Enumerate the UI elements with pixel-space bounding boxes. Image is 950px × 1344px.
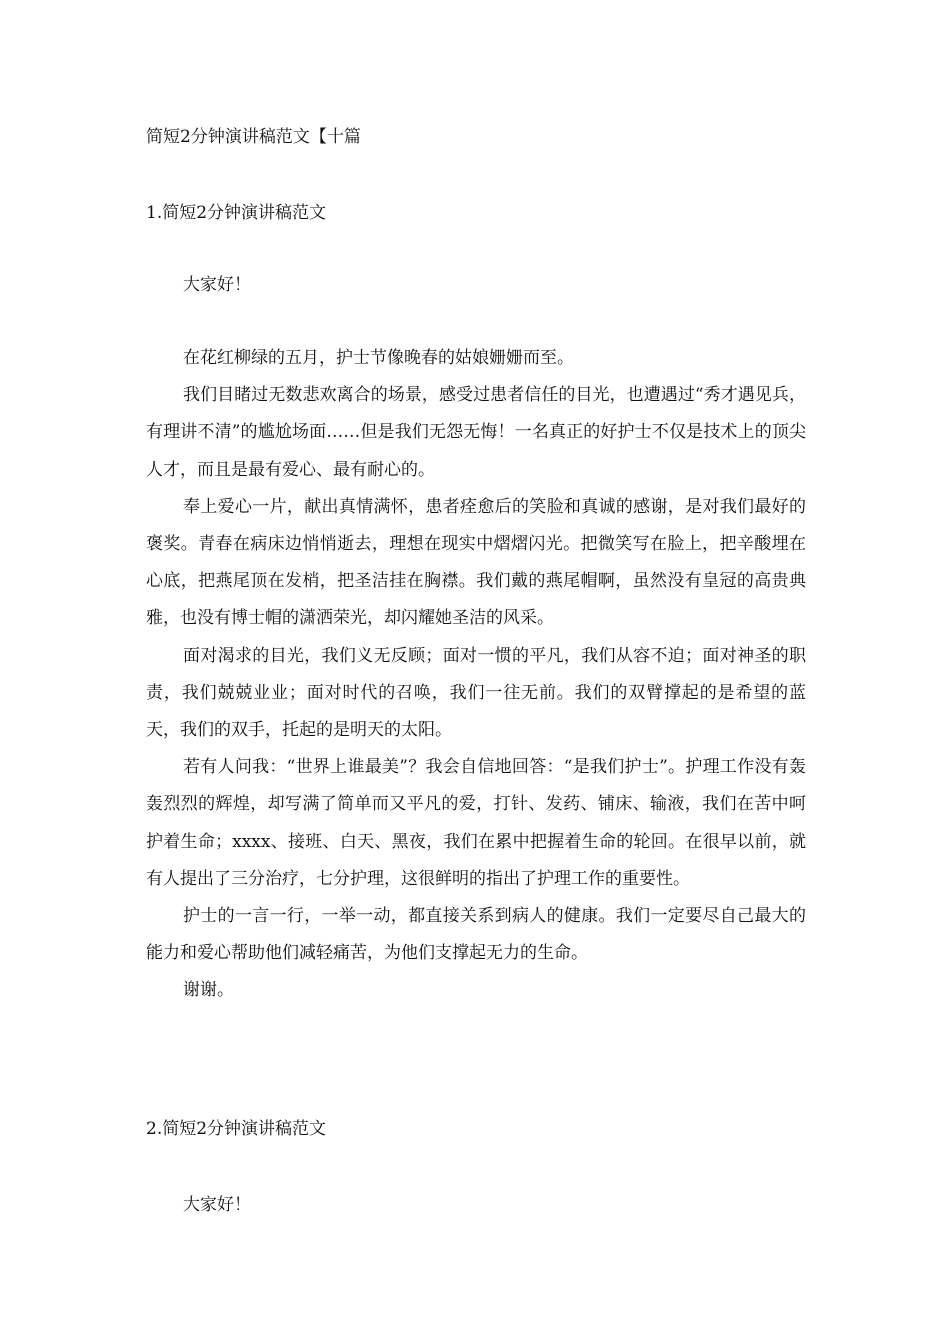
section-1-closing: 谢谢。 [183,980,234,1001]
section-1-greeting: 大家好！ [183,275,251,295]
section-1-body [146,340,806,1010]
section-2-heading: 2.简短2分钟演讲稿范文 [146,1119,327,1139]
section-2-greeting: 大家好！ [183,1195,251,1215]
section-1-paragraph-6: 护士的一言一行，一举一动，都直接关系到病人的健康。我们一定要尽自己最大的能力和爱心帮助他们减轻痛苦，为他们支撑起无力的生命。 [146,906,806,964]
section-1-paragraph-1: 在花红柳绿的五月，护士节像晚春的姑娘姗姗而至。 [183,348,574,368]
section-1-heading: 1.简短2分钟演讲稿范文 [146,203,327,223]
section-1-paragraph-4: 面对渴求的目光，我们义无反顾；面对一惯的平凡，我们从容不迫；面对神圣的职责，我们兢兢业业；面对时代的召唤，我们一往无前。我们的双臂撑起的是希望的蓝天，我们的双手，托起的是明天的太阳。 [146,645,806,741]
document-title: 简短2分钟演讲稿范文【十篇 [146,127,361,147]
section-1-paragraph-2: 我们目睹过无数悲欢离合的场景，感受过患者信任的目光，也遭遇过“秀才遇见兵，有理讲不清”的尴尬场面……但是我们无怨无悔！一名真正的好护士不仅是技术上的顶尖人才，而且是最有爱心、最有耐心的。 [146,385,806,480]
section-1-paragraph-5: 若有人问我：“世界上谁最美”？我会自信地回答：“是我们护士”。护理工作没有轰轰烈烈的辉煌，却写满了简单而又平凡的爱，打针、发药、铺床、输液，我们在苦中呵护着生命；xxxx、接班、白天、黑夜，我们在累中把握着生命的轮回。在很早以前，就有人提出了三分治疗，七分护理，这很鲜明的指出了护理工作的重要性。 [146,757,806,889]
section-1-paragraph-3: 奉上爱心一片，献出真情满怀，患者痊愈后的笑脸和真诚的感谢，是对我们最好的褒奖。青春在病床边悄悄逝去，理想在现实中熠熠闪光。把微笑写在脸上，把辛酸埋在心底，把燕尾顶在发梢，把圣洁挂在胸襟。我们戴的燕尾帽啊，虽然没有皇冠的高贵典雅，也没有博士帽的潇洒荣光，却闪耀她圣洁的风采。 [146,496,806,629]
